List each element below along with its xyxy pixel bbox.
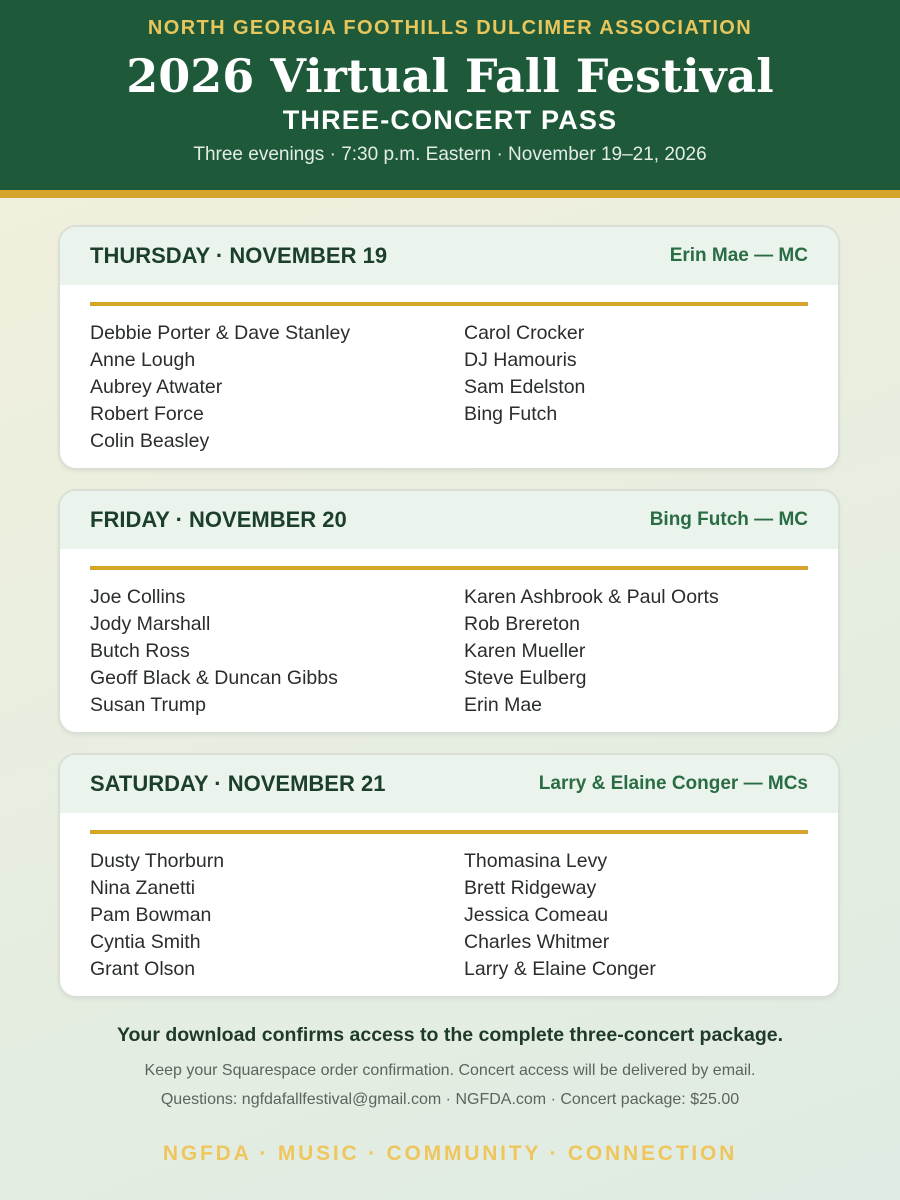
performer-name: Anne Lough: [90, 349, 196, 371]
performer-name: Charles Whitmer: [464, 931, 610, 953]
concert-card-header: [60, 227, 838, 285]
performer-name: Dusty Thorburn: [90, 850, 225, 872]
concert-card-saturday: [58, 753, 840, 998]
performer-name: Colin Beasley: [90, 430, 210, 452]
concert-card-header: [60, 491, 838, 549]
performer-name: Bing Futch: [464, 403, 558, 425]
festival-dates: Three evenings · 7:30 p.m. Eastern · November 19–21, 2026: [193, 144, 707, 165]
performer-name: Cyntia Smith: [90, 931, 201, 953]
performer-list-left: [90, 848, 464, 983]
concert-mc: Larry & Elaine Conger — MCs: [538, 773, 808, 794]
performer-name: Rob Brereton: [464, 613, 580, 635]
order-note: Keep your Squarespace order confirmation. Concert access will be delivered by email.: [144, 1062, 756, 1079]
download-confirmation: Your download confirms access to the complete three-concert package.: [116, 1024, 784, 1046]
concert-card-friday: [58, 489, 840, 734]
contact-info: Questions: ngfdafallfestival@gmail.com · NGFDA.com · Concert package: $25.00: [160, 1091, 740, 1108]
performer-name: Geoff Black & Duncan Gibbs: [90, 667, 338, 689]
performer-name: Debbie Porter & Dave Stanley: [90, 322, 351, 344]
performer-name: Brett Ridgeway: [464, 877, 597, 899]
performer-name: Pam Bowman: [90, 904, 212, 926]
performer-name: Larry & Elaine Conger: [464, 958, 656, 980]
concert-card-thursday: [58, 225, 840, 470]
performer-name: Robert Force: [90, 403, 204, 425]
performer-name: Erin Mae: [464, 694, 543, 716]
performer-name: Jody Marshall: [90, 613, 211, 635]
performer-list-left: [90, 320, 464, 455]
performer-name: Joe Collins: [90, 586, 186, 608]
performer-name: Steve Eulberg: [464, 667, 587, 689]
page-footer: [0, 1024, 900, 1166]
organization-name: NORTH GEORGIA FOOTHILLS DULCIMER ASSOCIATION: [147, 17, 753, 39]
performer-list-left: [90, 584, 464, 719]
performer-name: Carol Crocker: [464, 322, 585, 344]
concert-day: THURSDAY · NOVEMBER 19: [90, 243, 388, 268]
concert-day: FRIDAY · NOVEMBER 20: [90, 507, 347, 532]
festival-title: 2026 Virtual Fall Festival: [126, 49, 774, 103]
performer-name: Aubrey Atwater: [90, 376, 223, 398]
performer-name: Karen Mueller: [464, 640, 586, 662]
concert-card-header: [60, 755, 838, 813]
performer-name: Butch Ross: [90, 640, 190, 662]
performer-name: DJ Hamouris: [464, 349, 577, 371]
performer-name: Thomasina Levy: [464, 850, 608, 872]
performer-name: Susan Trump: [90, 694, 206, 716]
pass-title: THREE-CONCERT PASS: [282, 105, 618, 135]
performer-list-right: [464, 584, 838, 719]
performer-name: Nina Zanetti: [90, 877, 196, 899]
concert-mc: Erin Mae — MC: [669, 245, 808, 266]
performer-list-right: [464, 320, 838, 455]
performer-list-right: [464, 848, 838, 983]
festival-header: [0, 0, 900, 198]
performer-name: Grant Olson: [90, 958, 196, 980]
performer-name: Sam Edelston: [464, 376, 586, 398]
tagline: NGFDA · MUSIC · COMMUNITY · CONNECTION: [162, 1142, 738, 1165]
concert-day: SATURDAY · NOVEMBER 21: [90, 771, 386, 796]
performer-name: Jessica Comeau: [464, 904, 609, 926]
concert-mc: Bing Futch — MC: [649, 509, 808, 530]
performer-name: Karen Ashbrook & Paul Oorts: [464, 586, 719, 608]
